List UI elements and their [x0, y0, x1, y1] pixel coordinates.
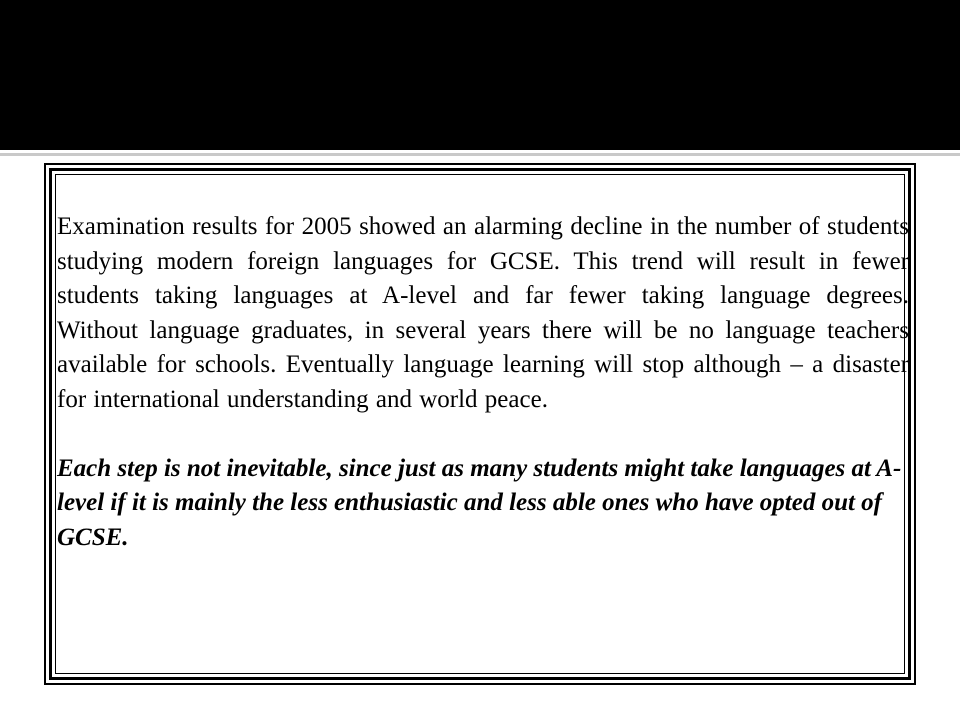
- argument-response: Each step is not inevitable, since just as many students might take languages at A-level if it is mainly the less enthusiastic and less able ones who have opted out of GCSE.: [57, 454, 902, 551]
- text-content: [57, 210, 909, 555]
- argument-passage: Examination results for 2005 showed an alarming decline in the number of students studying modern foreign languages for GCSE. This trend will result in fewer students taking languages at A-level and far fewer taking language degrees. Without language graduates, in several years there will be no language teachers available for schools. Eventually language learning will stop although – a disaster for international understanding and world peace.: [57, 213, 909, 413]
- title-band-divider: [0, 153, 960, 156]
- text-frame: [44, 163, 916, 685]
- title-band: [0, 0, 960, 150]
